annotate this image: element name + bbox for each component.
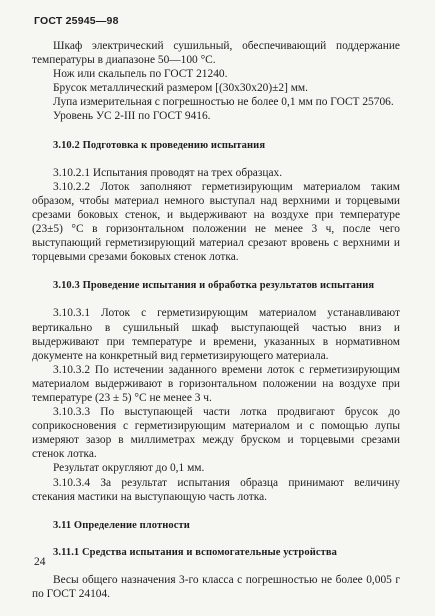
section-heading-3-10-2: 3.10.2 Подготовка к проведению испытания (53, 139, 266, 151)
paragraph-level: Уровень УС 2-III по ГОСТ 9416. (53, 110, 211, 123)
paragraph-magnifier: Лупа измерительная с погрешностью не более 0,1 мм по ГОСТ 25706. (53, 96, 394, 109)
paragraph-scales: Весы общего назначения 3-го класса с погрешностью не более 0,005 г по ГОСТ 24104. (32, 573, 400, 600)
paragraph-knife: Нож или скальпель по ГОСТ 21240. (53, 68, 228, 81)
paragraph-rounding: Результат округляют до 0,1 мм. (53, 462, 205, 475)
paragraph-3-10-3-3: 3.10.3.3 По выступающей части лотка продвигают брусок до соприкосновения с герметизирующим материалом и с помощью лупы измеряют зазор в миллиметрах между бруском и торцевыми срезами стенок лотка. (32, 406, 400, 461)
paragraph-3-10-3-1: 3.10.3.1 Лоток с герметизирующим материалом устанавливают вертикально в сушильный шкаф выступающей частью вниз и выдерживают при температуре и времени, указанных в нормативном документе на конкретный вид герметизирующего материала. (32, 307, 400, 362)
paragraph-drying-cabinet: Шкаф электрический сушильный, обеспечивающий поддержание температуры в диапазоне 50—100 °C. (32, 40, 400, 67)
paragraph-3-10-3-4: 3.10.3.4 За результат испытания образца принимают величину стекания мастики на выступающую часть лотка. (32, 476, 400, 503)
paragraph-3-10-3-2: 3.10.3.2 По истечении заданного времени лоток с герметизирующим материалом выдерживают в горизонтальном положении на воздухе при температуре (23 ± 5) °C не менее 3 ч. (32, 363, 400, 404)
paragraph-metal-bar: Брусок металлический размером [(30х30х20)±2] мм. (53, 82, 308, 95)
body-text (32, 39, 400, 601)
paragraph-3-10-2-1: 3.10.2.1 Испытания проводят на трех образцах. (53, 166, 283, 179)
section-heading-3-11-1: 3.11.1 Средства испытания и вспомогательные устройства (53, 546, 338, 558)
running-header: ГОСТ 25945—98 (34, 15, 119, 27)
section-heading-3-11: 3.11 Определение плотности (53, 519, 190, 531)
paragraph-3-10-2-2: 3.10.2.2 Лоток заполняют герметизирующим материалом таким образом, чтобы материал немного выступал над верхними и торцевыми срезами боковых стенок, и выдерживают на воздухе при температуре (23±5) °C в горизонтальном положении не менее 3 ч, после чего выступающий герметизирующий материал срезают вровень с верхними и торцевыми срезами боковых стенок лотка. (32, 180, 400, 264)
section-heading-3-10-3: 3.10.3 Проведение испытания и обработка результатов испытания (53, 280, 375, 292)
page-number: 24 (34, 556, 46, 568)
